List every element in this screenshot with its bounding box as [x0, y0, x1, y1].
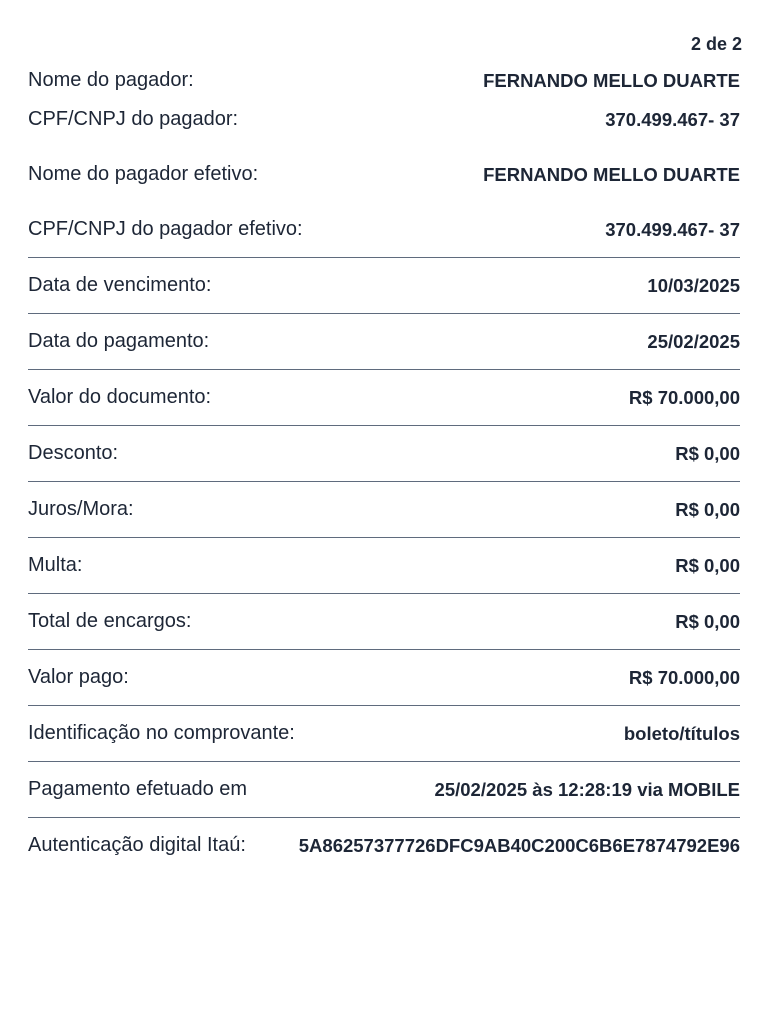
effective-payer-document-label: CPF/CNPJ do pagador efetivo:	[28, 218, 303, 240]
due-date-value: 10/03/2025	[647, 274, 740, 296]
row-payer-name	[28, 40, 740, 92]
page-indicator: 2 de 2	[690, 34, 742, 54]
amount-paid-label: Valor pago:	[28, 666, 129, 688]
payment-date-label: Data do pagamento:	[28, 330, 210, 352]
row-fine	[28, 537, 740, 593]
receipt-identification-value: boleto/títulos	[623, 722, 740, 744]
row-document-value	[28, 369, 740, 425]
discount-label: Desconto:	[28, 442, 119, 464]
payment-receipt-details	[28, 40, 740, 873]
amount-paid-value: R$ 70.000,00	[628, 666, 740, 688]
fine-label: Multa:	[28, 554, 83, 576]
payer-name-label: Nome do pagador:	[28, 69, 194, 91]
fine-value: R$ 0,00	[675, 554, 740, 576]
total-charges-value: R$ 0,00	[675, 610, 740, 632]
row-digital-authentication	[28, 817, 740, 873]
payment-made-at-value: 25/02/2025 às 12:28:19 via MOBILE	[434, 778, 740, 800]
payment-date-value: 25/02/2025	[647, 330, 740, 352]
interest-value: R$ 0,00	[675, 498, 740, 520]
payment-made-at-label: Pagamento efetuado em	[28, 778, 248, 800]
discount-value: R$ 0,00	[675, 442, 740, 464]
payer-name-value: FERNANDO MELLO DUARTE	[483, 70, 740, 91]
row-receipt-identification	[28, 705, 740, 761]
row-interest	[28, 481, 740, 537]
digital-authentication-label: Autenticação digital Itaú:	[28, 834, 246, 856]
row-amount-paid	[28, 649, 740, 705]
row-payment-made-at	[28, 761, 740, 817]
row-total-charges	[28, 593, 740, 649]
digital-authentication-value: 5A86257377726DFC9AB40C200C6B6E7874792E96	[298, 834, 740, 856]
effective-payer-document-value: 370.499.467- 37	[605, 218, 740, 240]
effective-payer-name-value: FERNANDO MELLO DUARTE	[483, 163, 740, 185]
row-discount	[28, 425, 740, 481]
row-effective-payer-name	[28, 147, 740, 202]
document-value-amount: R$ 70.000,00	[628, 386, 740, 408]
payer-document-value: 370.499.467- 37	[605, 108, 740, 130]
payer-document-label: CPF/CNPJ do pagador:	[28, 108, 239, 130]
row-effective-payer-document	[28, 202, 740, 257]
total-charges-label: Total de encargos:	[28, 610, 192, 632]
effective-payer-name-label: Nome do pagador efetivo:	[28, 163, 259, 185]
due-date-label: Data de vencimento:	[28, 274, 212, 296]
row-payer-document	[28, 92, 740, 147]
document-value-label: Valor do documento:	[28, 386, 212, 408]
receipt-identification-label: Identificação no comprovante:	[28, 722, 295, 744]
row-payment-date	[28, 313, 740, 369]
interest-label: Juros/Mora:	[28, 498, 134, 520]
row-due-date	[28, 257, 740, 313]
